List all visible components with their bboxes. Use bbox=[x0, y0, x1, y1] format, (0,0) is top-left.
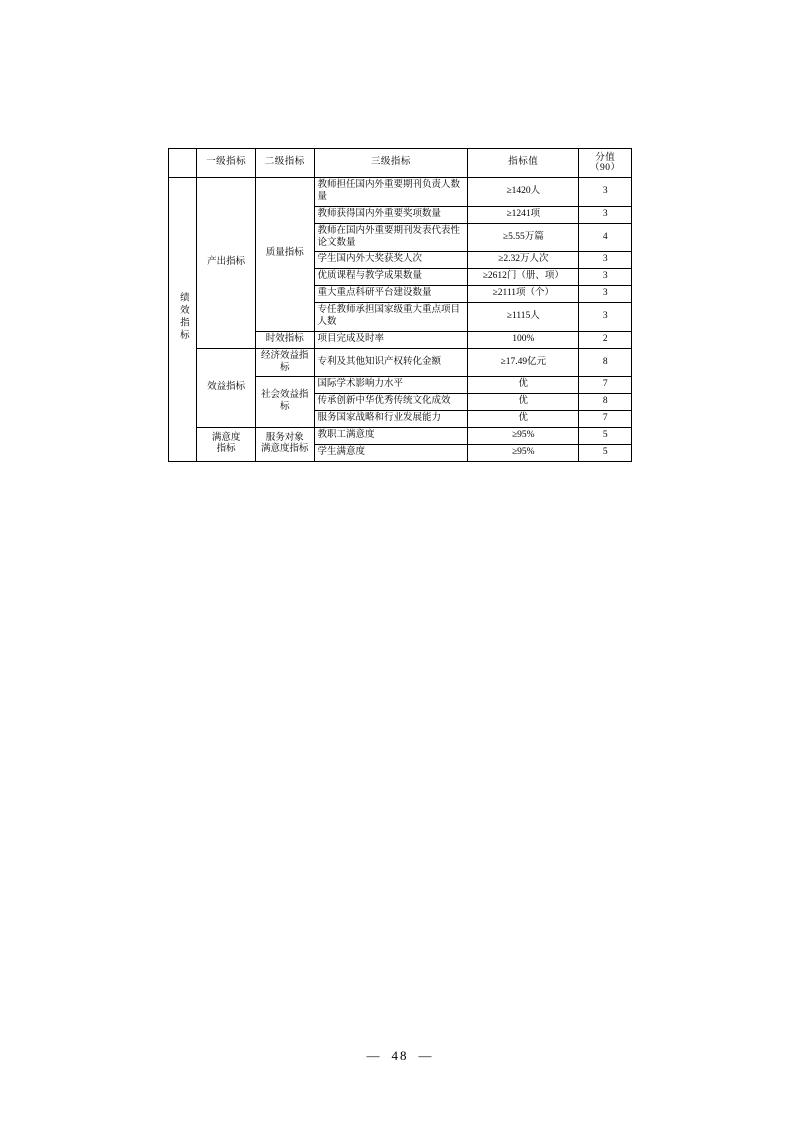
performance-indicator-table-wrapper bbox=[168, 148, 632, 462]
footer-dash-right: — bbox=[418, 1048, 434, 1063]
level2-satisfaction-line2: 指标 bbox=[216, 444, 236, 455]
indicator-value: ≥17.49亿元 bbox=[468, 348, 579, 377]
indicator-score: 5 bbox=[579, 444, 632, 461]
level1-cell-performance: 绩效指标 bbox=[169, 178, 197, 462]
indicator-value: 100% bbox=[468, 331, 579, 348]
indicator-value: ≥1420人 bbox=[468, 178, 579, 207]
header-level2: 二级指标 bbox=[255, 149, 314, 178]
indicator-score: 3 bbox=[579, 206, 632, 223]
indicator-score: 3 bbox=[579, 178, 632, 207]
level3-cell-timeliness: 时效指标 bbox=[255, 331, 314, 348]
level2-cell-satisfaction bbox=[197, 428, 256, 462]
indicator-name: 优质课程与教学成果数量 bbox=[314, 269, 468, 286]
indicator-value: ≥1115人 bbox=[468, 303, 579, 332]
header-score-label: 分值 bbox=[595, 152, 616, 163]
indicator-name: 学生满意度 bbox=[314, 444, 468, 461]
indicator-value: ≥5.55万篇 bbox=[468, 223, 579, 252]
indicator-name: 教职工满意度 bbox=[314, 428, 468, 445]
indicator-name: 教师在国内外重要期刊发表代表性论文数量 bbox=[314, 223, 468, 252]
level3-cell-economic-benefit: 经济效益指标 bbox=[255, 348, 314, 377]
indicator-score: 3 bbox=[579, 303, 632, 332]
performance-indicator-table bbox=[168, 148, 632, 462]
level3-cell-social-benefit: 社会效益指标 bbox=[255, 377, 314, 428]
indicator-score: 3 bbox=[579, 286, 632, 303]
indicator-value: ≥95% bbox=[468, 428, 579, 445]
level2-cell-output: 产出指标 bbox=[197, 178, 256, 349]
header-corner-blank bbox=[169, 149, 197, 178]
header-level3: 三级指标 bbox=[314, 149, 468, 178]
indicator-name: 教师获得国内外重要奖项数量 bbox=[314, 206, 468, 223]
indicator-name: 学生国内外大奖获奖人次 bbox=[314, 252, 468, 269]
indicator-value: ≥2612门（册、项） bbox=[468, 269, 579, 286]
indicator-value: 优 bbox=[468, 377, 579, 394]
level3-cell-service-satisfaction bbox=[255, 428, 314, 462]
footer-dash-left: — bbox=[366, 1048, 382, 1063]
indicator-score: 7 bbox=[579, 377, 632, 394]
table-header-row bbox=[169, 149, 632, 178]
indicator-value: ≥1241项 bbox=[468, 206, 579, 223]
indicator-name: 传承创新中华优秀传统文化成效 bbox=[314, 394, 468, 411]
indicator-score: 2 bbox=[579, 331, 632, 348]
indicator-value: 优 bbox=[468, 411, 579, 428]
indicator-value: ≥2111项（个） bbox=[468, 286, 579, 303]
header-indicator-value: 指标值 bbox=[468, 149, 579, 178]
page-footer bbox=[0, 1048, 800, 1064]
indicator-name: 专利及其他知识产权转化金额 bbox=[314, 348, 468, 377]
indicator-name: 项目完成及时率 bbox=[314, 331, 468, 348]
indicator-score: 3 bbox=[579, 269, 632, 286]
indicator-name: 教师担任国内外重要期刊负责人数量 bbox=[314, 178, 468, 207]
indicator-name: 重大重点科研平台建设数量 bbox=[314, 286, 468, 303]
level2-satisfaction-line1: 满意度 bbox=[211, 432, 241, 443]
indicator-score: 5 bbox=[579, 428, 632, 445]
indicator-name: 专任教师承担国家级重大重点项目人数 bbox=[314, 303, 468, 332]
page-number: 48 bbox=[391, 1048, 409, 1063]
level3-service-line2: 满意度指标 bbox=[260, 444, 309, 455]
header-level1: 一级指标 bbox=[197, 149, 256, 178]
level3-service-line1: 服务对象 bbox=[265, 432, 304, 443]
indicator-name: 服务国家战略和行业发展能力 bbox=[314, 411, 468, 428]
header-score-total: （90） bbox=[589, 163, 621, 173]
indicator-score: 4 bbox=[579, 223, 632, 252]
header-score bbox=[579, 149, 632, 178]
indicator-score: 8 bbox=[579, 348, 632, 377]
indicator-score: 3 bbox=[579, 252, 632, 269]
table-row bbox=[169, 428, 632, 445]
indicator-value: ≥2.32万人次 bbox=[468, 252, 579, 269]
indicator-score: 7 bbox=[579, 411, 632, 428]
indicator-score: 8 bbox=[579, 394, 632, 411]
indicator-name: 国际学术影响力水平 bbox=[314, 377, 468, 394]
level3-cell-quality: 质量指标 bbox=[255, 178, 314, 332]
table-row bbox=[169, 178, 632, 207]
indicator-value: 优 bbox=[468, 394, 579, 411]
level2-cell-benefit: 效益指标 bbox=[197, 348, 256, 427]
indicator-value: ≥95% bbox=[468, 444, 579, 461]
table-row bbox=[169, 348, 632, 377]
